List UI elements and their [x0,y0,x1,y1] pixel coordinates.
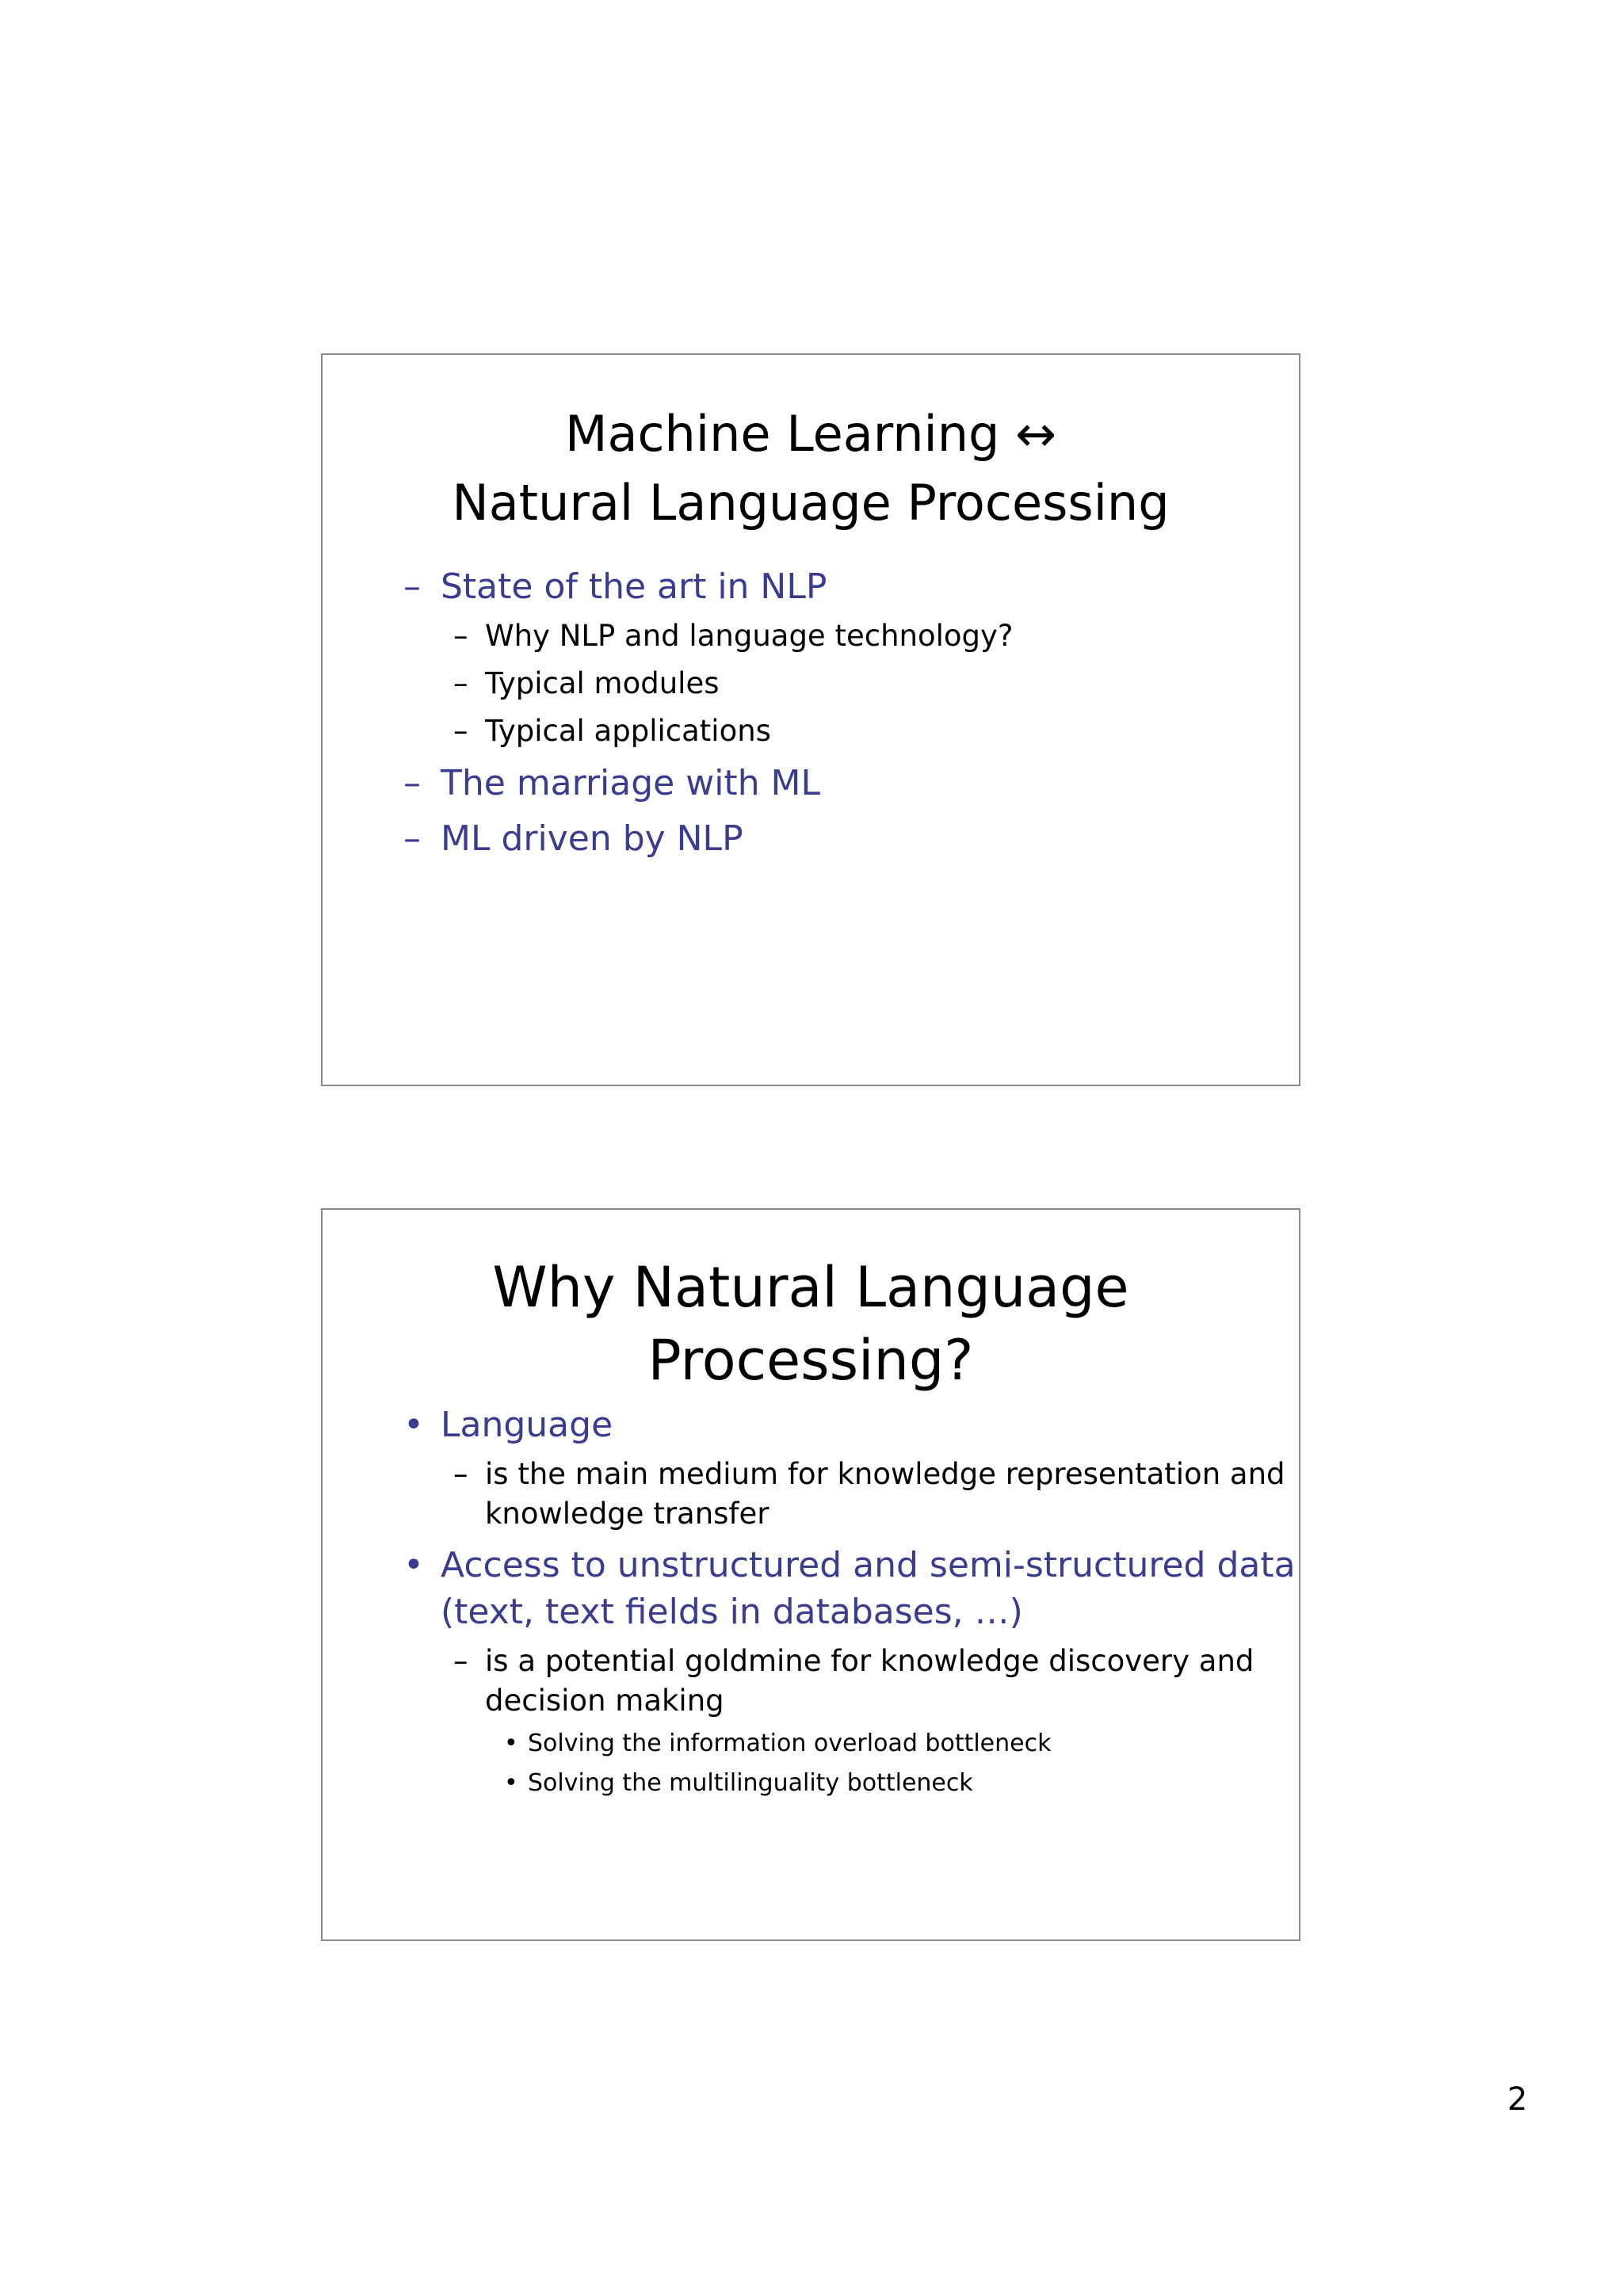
dash-marker: – [453,619,468,653]
sub-bullet-text: Why NLP and language technology? [485,619,1014,653]
bullet-text: ML driven by NLP [441,818,743,859]
dash-marker: – [453,1457,468,1491]
bullet-marker: • [504,1769,518,1797]
sub-bullet-text-continuation: knowledge transfer [485,1497,769,1531]
slide-2-title-line-1: Why Natural Language [492,1255,1129,1320]
bullet-marker: • [403,1545,424,1585]
dash-marker: – [453,1644,468,1678]
bullet-text: Access to unstructured and semi-structured data [441,1545,1296,1585]
bullet-marker: • [403,1405,424,1445]
sub-bullet-text: Typical applications [485,714,771,748]
slide-2 [321,1208,1300,1941]
slide-1-title [323,399,1299,537]
page-number: 2 [1507,2081,1528,2118]
dash-marker: – [453,666,468,700]
sub-sub-bullet-text: Solving the multilinguality bottleneck [528,1769,973,1797]
bullet-text: Language [441,1405,613,1445]
sub-bullet-text-continuation: decision making [485,1684,724,1718]
slide-1 [321,353,1300,1086]
sub-sub-bullet-text: Solving the information overload bottleneck [528,1730,1052,1757]
slide-2-title [323,1251,1299,1397]
slide-1-title-line-1: Machine Learning ↔ [564,405,1057,463]
slide-2-title-line-2: Processing? [647,1328,974,1393]
bullet-text: State of the art in NLP [441,566,827,607]
sub-bullet-text: Typical modules [485,666,720,700]
dash-marker: – [403,566,421,607]
slide-1-title-line-2: Natural Language Processing [452,474,1170,532]
bullet-text-continuation: (text, text fields in databases, …) [441,1592,1023,1632]
sub-bullet-text: is a potential goldmine for knowledge discovery and [485,1644,1254,1678]
bullet-marker: • [504,1730,518,1757]
dash-marker: – [403,763,421,803]
sub-bullet-text: is the main medium for knowledge representation and [485,1457,1285,1491]
dash-marker: – [403,818,421,859]
bullet-text: The marriage with ML [441,763,821,803]
dash-marker: – [453,714,468,748]
